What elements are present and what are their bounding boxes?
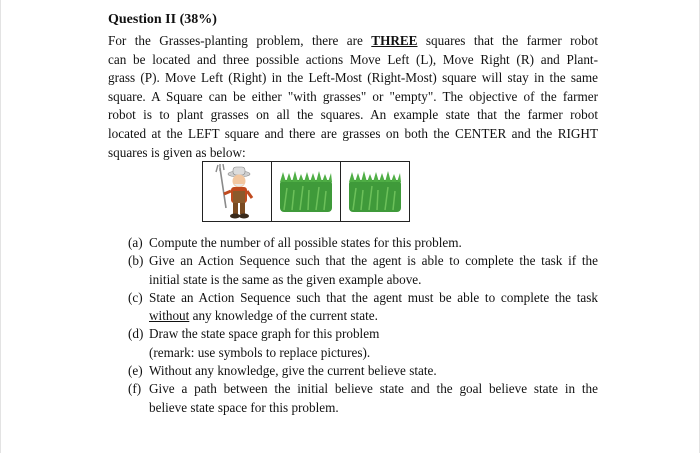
item-label: (e)	[128, 363, 143, 379]
item-line: Give a path between the initial believe state and the goal believe state in the	[149, 381, 598, 397]
question-item-a	[128, 234, 598, 252]
item-line: Without any knowledge, give the current believe state.	[149, 363, 437, 379]
intro-line: grass (P). Move Left (Right) in the Left-Most (Right-Most) square will stay in the same	[108, 70, 598, 86]
intro-line: square. A Square can be either "with grasses" or "empty". The objective of the farmer	[108, 88, 598, 104]
question-title: Question II (38%)	[108, 12, 217, 27]
center-square	[272, 162, 341, 221]
item-text	[149, 234, 598, 252]
item-line: State an Action Sequence such that the agent must be able to complete the task	[149, 289, 598, 305]
intro-text: squares that the farmer robot	[417, 33, 598, 48]
item-line: Draw the state space graph for this problem	[149, 326, 380, 342]
item-line: initial state is the same as the given example above.	[149, 271, 422, 287]
grass-icon	[278, 170, 334, 214]
item-text	[149, 380, 598, 417]
example-state-figure	[202, 161, 410, 222]
item-label: (b)	[128, 253, 144, 269]
left-square	[203, 162, 272, 221]
item-label: (d)	[128, 326, 144, 342]
item-text	[149, 252, 598, 289]
item-text	[149, 362, 598, 380]
question-item-e	[128, 362, 598, 380]
item-line-rest: any knowledge of the current state.	[189, 308, 378, 324]
intro-line: squares is given as below:	[108, 144, 246, 160]
intro-paragraph	[108, 32, 598, 162]
question-list	[128, 234, 598, 417]
item-line: believe state space for this problem.	[149, 399, 339, 415]
emphasis-three: THREE	[371, 33, 418, 48]
underlined-word: without	[149, 308, 190, 324]
farmer-robot-icon	[214, 164, 260, 220]
intro-line	[108, 32, 598, 51]
question-item-f	[128, 380, 598, 417]
intro-line: robot is to plant grasses on all the squares. An example state that the farmer robot	[108, 107, 598, 123]
item-text	[149, 289, 598, 326]
item-label: (a)	[128, 235, 143, 250]
intro-line: located at the LEFT square and there are grasses on both the CENTER and the RIGHT	[108, 125, 598, 141]
grass-icon	[347, 170, 403, 214]
item-line: (remark: use symbols to replace pictures).	[149, 344, 371, 360]
intro-text: For the Grasses-planting problem, there are	[108, 33, 372, 48]
item-line: Compute the number of all possible states for this problem.	[149, 235, 462, 250]
right-square	[341, 162, 409, 221]
question-item-c	[128, 289, 598, 326]
item-label: (f)	[128, 381, 142, 397]
question-item-d	[128, 325, 598, 362]
item-text	[149, 325, 598, 362]
item-line: Give an Action Sequence such that the agent is able to complete the task if the	[149, 253, 598, 269]
item-label: (c)	[128, 289, 143, 305]
item-line	[149, 307, 598, 325]
question-item-b	[128, 252, 598, 289]
intro-line: can be located and three possible actions Move Left (L), Move Right (R) and Plant-	[108, 51, 598, 67]
